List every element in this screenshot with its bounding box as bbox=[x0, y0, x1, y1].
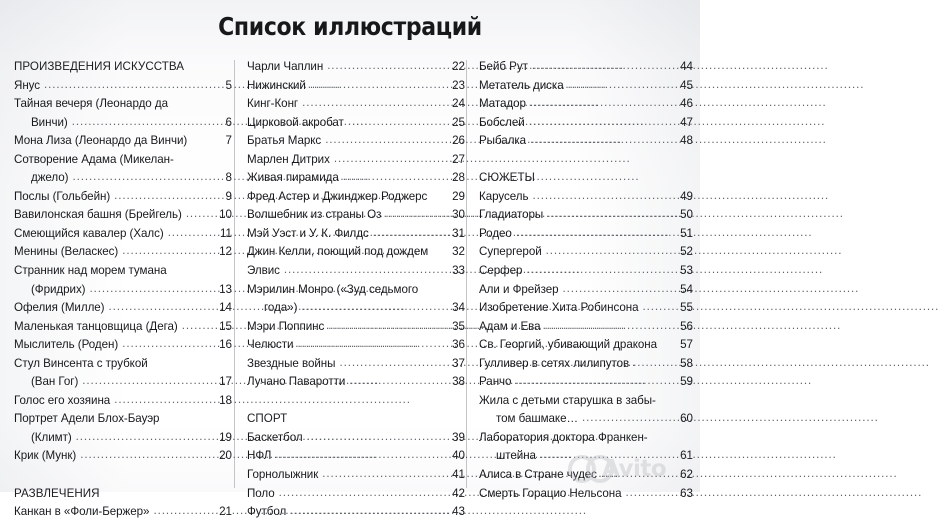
toc-entry-page-number: 21 bbox=[219, 505, 232, 519]
toc-entry-page-number: 22 bbox=[452, 60, 465, 73]
toc-entry-leader-dots bbox=[78, 372, 212, 391]
toc-entry-leader-dots bbox=[629, 354, 673, 373]
toc-entry-label: Мэрилин Монро («Зуд седьмого bbox=[247, 282, 419, 296]
toc-entry-label: Лучано Паваротти bbox=[247, 375, 346, 389]
toc-entry[interactable] bbox=[247, 466, 465, 485]
toc-entry-label: Метатель диска bbox=[479, 78, 564, 92]
toc-entry[interactable] bbox=[479, 262, 693, 281]
toc-entry-leader-dots bbox=[526, 94, 673, 113]
toc-entry-page-number: 31 bbox=[452, 226, 465, 240]
toc-entry-leader-dots bbox=[149, 502, 212, 521]
toc-entry-page-number: 44 bbox=[680, 60, 693, 73]
toc-entry-label: Звездные войны bbox=[247, 356, 336, 370]
toc-entry[interactable] bbox=[14, 392, 232, 411]
toc-entry[interactable] bbox=[479, 114, 693, 133]
toc-entry[interactable] bbox=[14, 429, 232, 448]
toc-entry-label: Супергерой bbox=[479, 245, 542, 259]
toc-entry-page-number: 8 bbox=[225, 171, 232, 185]
toc-entry[interactable] bbox=[247, 503, 465, 522]
toc-entry[interactable] bbox=[247, 132, 465, 151]
toc-entry-page-number: 18 bbox=[219, 393, 232, 407]
toc-entry-label: Мэри Поппинс bbox=[247, 319, 325, 333]
toc-entry-label: Матадор bbox=[479, 97, 526, 111]
toc-entry-leader-dots bbox=[528, 57, 673, 76]
toc-entry-leader-dots bbox=[330, 150, 445, 169]
toc-entry[interactable] bbox=[479, 225, 693, 244]
toc-entry[interactable] bbox=[479, 485, 693, 504]
toc-entry[interactable] bbox=[479, 466, 693, 485]
toc-entry-label: Живая пирамида bbox=[247, 171, 339, 185]
toc-entry-label: Элвис bbox=[247, 264, 280, 278]
toc-entry-label: Сотворение Адама (Микелан- bbox=[14, 152, 174, 166]
toc-entry-leader-dots bbox=[522, 261, 673, 280]
toc-entry-leader-dots bbox=[339, 168, 445, 187]
toc-entry-page-number: 53 bbox=[680, 264, 693, 278]
toc-entry-page-number: 11 bbox=[219, 226, 232, 240]
toc-entry-label: Св. Георгий, убивающий дракона bbox=[479, 338, 658, 352]
toc-entry-leader-dots bbox=[381, 205, 445, 224]
toc-entry[interactable] bbox=[247, 188, 465, 207]
toc-entry-leader-dots bbox=[118, 335, 212, 354]
toc-entry[interactable] bbox=[479, 318, 693, 337]
toc-entry-label: Ранчо bbox=[479, 375, 512, 389]
toc-entry[interactable] bbox=[14, 132, 232, 151]
toc-entry[interactable] bbox=[247, 151, 465, 170]
toc-entry[interactable] bbox=[247, 58, 465, 77]
toc-entry-leader-dots bbox=[564, 76, 673, 95]
toc-entry-label: Лаборатория доктора Франкен- bbox=[479, 430, 648, 444]
toc-entry-page-number: 48 bbox=[680, 134, 693, 148]
toc-entry-label: Серфер bbox=[479, 264, 523, 278]
title-bar bbox=[0, 0, 700, 58]
toc-entry-leader-dots bbox=[68, 113, 212, 132]
toc-entry-page-number: 12 bbox=[219, 245, 232, 259]
toc-entry-label: Бобслей bbox=[479, 115, 525, 129]
toc-entry[interactable] bbox=[479, 188, 693, 207]
toc-entry-label: Горнолыжник bbox=[247, 468, 319, 482]
toc-entry[interactable] bbox=[14, 355, 232, 374]
toc-entry[interactable] bbox=[247, 485, 465, 504]
toc-entry[interactable] bbox=[479, 243, 693, 262]
toc-entry-page-number: 6 bbox=[225, 115, 232, 129]
toc-entry-page-number: 38 bbox=[452, 375, 465, 389]
toc-entry-label: Футбол bbox=[247, 505, 287, 519]
toc-entry-label: Али и Фрейзер bbox=[479, 282, 559, 296]
toc-entry-leader-dots bbox=[528, 187, 673, 206]
toc-entry-leader-dots bbox=[105, 298, 213, 317]
toc-entry-leader-dots bbox=[110, 391, 212, 410]
toc-entry-page-number: 41 bbox=[452, 468, 465, 482]
toc-entry-page-number: 47 bbox=[680, 115, 693, 129]
section-heading: ПРОИЗВЕДЕНИЯ ИСКУССТВА bbox=[14, 60, 185, 73]
toc-entry-leader-dots bbox=[335, 354, 445, 373]
toc-entry-page-number: 7 bbox=[225, 134, 232, 148]
toc-entry-leader-dots bbox=[286, 502, 445, 521]
toc-entry[interactable] bbox=[14, 169, 232, 188]
toc-entry-page-number: 37 bbox=[452, 356, 465, 370]
toc-entry-leader-dots bbox=[525, 113, 673, 132]
toc-entry-label: Чарли Чаплин bbox=[247, 60, 324, 73]
toc-entry-page-number: 17 bbox=[219, 375, 232, 389]
toc-entry[interactable] bbox=[14, 151, 232, 170]
toc-entry-page-number: 51 bbox=[680, 226, 693, 240]
toc-entry-page-number: 61 bbox=[680, 449, 693, 463]
toc-entry-page-number: 24 bbox=[452, 97, 465, 111]
toc-entry-label: Мэй Уэст и У. К. Филдс bbox=[247, 226, 369, 240]
toc-entry-page-number: 29 bbox=[452, 189, 465, 203]
toc-entry-page-number: 27 bbox=[452, 152, 465, 166]
toc-entry-page-number: 57 bbox=[680, 338, 693, 352]
toc-entry-leader-dots bbox=[76, 446, 212, 465]
column-3 bbox=[479, 58, 693, 500]
toc-entry-label: том башмаке… bbox=[496, 412, 579, 426]
toc-entry-page-number: 23 bbox=[452, 78, 465, 92]
toc-entry-page-number: 55 bbox=[680, 301, 693, 315]
toc-entry-leader-dots bbox=[306, 76, 445, 95]
toc-entry-label: Смерть Горацио Нельсона bbox=[479, 486, 622, 500]
toc-entry-page-number: 16 bbox=[219, 338, 232, 352]
toc-entry[interactable] bbox=[14, 188, 232, 207]
toc-entry-page-number: 13 bbox=[219, 282, 232, 296]
toc-entry-label: Братья Маркс bbox=[247, 134, 322, 148]
toc-entry-page-number: 32 bbox=[452, 245, 465, 259]
toc-entry-page-number: 14 bbox=[219, 301, 232, 315]
toc-entry-label: Винчи) bbox=[31, 115, 68, 129]
toc-entry-leader-dots bbox=[578, 409, 673, 428]
toc-entry[interactable] bbox=[14, 77, 232, 96]
toc-entry-leader-dots bbox=[559, 280, 673, 299]
toc-entry-label: штейна bbox=[496, 449, 536, 463]
toc-entry-label: Цирковой акробат bbox=[247, 115, 344, 129]
toc-entry[interactable] bbox=[14, 373, 232, 392]
toc-entry-leader-dots bbox=[344, 113, 445, 132]
toc-entry[interactable] bbox=[247, 447, 465, 466]
toc-entry[interactable] bbox=[479, 447, 693, 466]
toc-entry-label: Родео bbox=[479, 226, 512, 240]
toc-entry[interactable] bbox=[247, 318, 465, 337]
toc-entry-leader-dots bbox=[275, 484, 445, 503]
toc-entry[interactable] bbox=[479, 58, 693, 77]
toc-entry-page-number: 62 bbox=[680, 468, 693, 482]
toc-entry-page-number: 9 bbox=[225, 189, 232, 203]
toc-entry-leader-dots bbox=[318, 465, 445, 484]
toc-entry-leader-dots bbox=[536, 446, 673, 465]
toc-entry-label: Менины (Веласкес) bbox=[14, 245, 119, 259]
toc-entry[interactable] bbox=[247, 373, 465, 392]
toc-entry[interactable] bbox=[247, 243, 465, 262]
toc-entry-leader-dots bbox=[324, 317, 445, 336]
toc-entry-label: (Ван Гог) bbox=[31, 375, 79, 389]
toc-entry-page-number: 33 bbox=[452, 264, 465, 278]
toc-entry-label: Челюсти bbox=[247, 338, 294, 352]
toc-entry-leader-dots bbox=[323, 57, 445, 76]
toc-entry[interactable] bbox=[247, 429, 465, 448]
toc-entry-label: Портрет Адели Блох-Бауэр bbox=[14, 412, 160, 426]
toc-entry-label: Мыслитель (Роден) bbox=[14, 338, 119, 352]
toc-entry-label: Гладиаторы bbox=[479, 208, 544, 222]
toc-entry[interactable] bbox=[14, 299, 232, 318]
toc-entry[interactable] bbox=[14, 206, 232, 225]
toc-entry-label: Изобретение Хита Робинсона bbox=[479, 301, 639, 315]
toc-entry-label: Фред Астер и Джинджер Роджерс bbox=[247, 189, 428, 203]
toc-entry-leader-dots bbox=[110, 187, 212, 206]
section-heading: СПОРТ bbox=[247, 412, 288, 426]
section-spacer bbox=[247, 392, 465, 411]
toc-entry-leader-dots bbox=[118, 242, 212, 261]
toc-entry-page-number: 43 bbox=[452, 505, 465, 519]
toc-entry-label: Карусель bbox=[479, 189, 529, 203]
toc-entry-leader-dots bbox=[638, 298, 673, 317]
toc-entry[interactable] bbox=[247, 355, 465, 374]
toc-entry[interactable] bbox=[479, 373, 693, 392]
toc-entry-label: Кинг-Конг bbox=[247, 97, 299, 111]
toc-entry-label: Адам и Ева bbox=[479, 319, 541, 333]
toc-entry[interactable] bbox=[14, 262, 232, 281]
toc-entry-label: Мона Лиза (Леонардо да Винчи) bbox=[14, 134, 188, 148]
watermark-label: Avito bbox=[602, 456, 667, 482]
toc-entry-label: Вавилонская башня (Брейгель) bbox=[14, 208, 182, 222]
toc-entry[interactable] bbox=[14, 243, 232, 262]
toc-entry-leader-dots bbox=[303, 428, 445, 447]
toc-entry[interactable] bbox=[14, 503, 232, 522]
toc-entry-label: Волшебник из страны Оз bbox=[247, 208, 382, 222]
toc-entry-page-number: 58 bbox=[680, 356, 693, 370]
toc-entry-label: Нижинский bbox=[247, 78, 306, 92]
toc-entry-leader-dots bbox=[69, 168, 213, 187]
toc-entry[interactable] bbox=[14, 225, 232, 244]
toc-entry-label: Гулливер в сетях лилипутов bbox=[479, 356, 630, 370]
page-title: Список иллюстраций bbox=[218, 12, 482, 41]
section-spacer bbox=[479, 151, 693, 170]
toc-entry-leader-dots bbox=[321, 131, 445, 150]
toc-entry-label: НФЛ bbox=[247, 449, 272, 463]
toc-entry[interactable] bbox=[247, 206, 465, 225]
toc-entry-leader-dots bbox=[345, 372, 445, 391]
toc-entry-label: (Климт) bbox=[31, 430, 72, 444]
section-heading: РАЗВЛЕЧЕНИЯ bbox=[14, 486, 100, 500]
toc-entry[interactable] bbox=[479, 206, 693, 225]
toc-entry-label: Джин Келли, поющий под дождем bbox=[247, 245, 429, 259]
toc-entry-label: Голос его хозяина bbox=[14, 393, 111, 407]
toc-entry-label: Смеющийся кавалер (Халс) bbox=[14, 226, 164, 240]
toc-entry-page-number: 56 bbox=[680, 319, 693, 333]
toc-entry-leader-dots bbox=[511, 372, 673, 391]
toc-entry-page-number: 49 bbox=[680, 189, 693, 203]
toc-entry-label: Жила с детьми старушка в забы- bbox=[479, 393, 656, 407]
toc-entry[interactable] bbox=[479, 77, 693, 96]
toc-entry-label: Рыбалка bbox=[479, 134, 527, 148]
toc-entry-label: Офелия (Милле) bbox=[14, 301, 105, 315]
toc-entry-label: Странник над морем тумана bbox=[14, 264, 167, 278]
toc-entry[interactable] bbox=[14, 114, 232, 133]
toc-entry-leader-dots bbox=[40, 76, 212, 95]
toc-entry[interactable] bbox=[14, 95, 232, 114]
toc-entry-page-number: 60 bbox=[680, 412, 693, 426]
toc-entry-leader-dots bbox=[526, 131, 673, 150]
toc-entry-page-number: 10 bbox=[219, 208, 232, 222]
toc-entry-label: Янус bbox=[14, 78, 41, 92]
toc-entry[interactable] bbox=[479, 281, 693, 300]
toc-entry-page-number: 34 bbox=[452, 301, 465, 315]
section-heading: СЮЖЕТЫ bbox=[479, 171, 535, 185]
toc-entry-label: Поло bbox=[247, 486, 275, 500]
toc-entry[interactable] bbox=[247, 169, 465, 188]
toc-entry[interactable] bbox=[247, 114, 465, 133]
toc-entry[interactable] bbox=[14, 410, 232, 429]
toc-entry-leader-dots bbox=[72, 428, 212, 447]
toc-entry[interactable] bbox=[479, 410, 693, 429]
toc-entry[interactable] bbox=[479, 299, 693, 318]
toc-entry-leader-dots bbox=[182, 205, 212, 224]
toc-entry[interactable] bbox=[479, 392, 693, 411]
toc-entry-leader-dots bbox=[298, 94, 445, 113]
toc-entry[interactable] bbox=[14, 318, 232, 337]
toc-entry-label: года») bbox=[264, 301, 298, 315]
toc-entry-page-number: 63 bbox=[680, 486, 693, 500]
toc-entry[interactable] bbox=[479, 336, 693, 355]
toc-entry[interactable] bbox=[14, 336, 232, 355]
toc-entry-page-number: 19 bbox=[219, 430, 232, 444]
section-spacer bbox=[14, 466, 232, 485]
toc-entry-leader-dots bbox=[164, 224, 212, 243]
toc-entry-leader-dots bbox=[543, 205, 673, 224]
toc-entry-page-number: 30 bbox=[452, 208, 465, 222]
toc-entry-leader-dots bbox=[178, 317, 212, 336]
toc-entry-label: Тайная вечеря (Леонардо да bbox=[14, 97, 168, 111]
toc-entry[interactable] bbox=[247, 336, 465, 355]
toc-entry-page-number: 42 bbox=[452, 486, 465, 500]
toc-entry-label: джело) bbox=[31, 171, 69, 185]
toc-entry-page-number: 20 bbox=[219, 449, 232, 463]
toc-entry[interactable] bbox=[247, 281, 465, 300]
toc-entry-page-number: 45 bbox=[680, 78, 693, 92]
toc-entry[interactable] bbox=[247, 225, 465, 244]
toc-entry-leader-dots bbox=[86, 280, 213, 299]
toc-entry-leader-dots bbox=[293, 335, 445, 354]
toc-entry-page-number: 54 bbox=[680, 282, 693, 296]
toc-entry-label: (Фридрих) bbox=[31, 282, 86, 296]
toc-entry-page-number: 39 bbox=[452, 430, 465, 444]
toc-entry-page-number: 5 bbox=[225, 78, 232, 92]
toc-entry[interactable] bbox=[14, 447, 232, 466]
toc-entry-label: Послы (Гольбейн) bbox=[14, 189, 111, 203]
toc-entry-label: Марлен Дитрих bbox=[247, 152, 330, 166]
toc-entry[interactable] bbox=[247, 77, 465, 96]
toc-entry-page-number: 52 bbox=[680, 245, 693, 259]
toc-entry[interactable] bbox=[479, 429, 693, 448]
toc-entry-page-number: 35 bbox=[452, 319, 465, 333]
toc-entry-label: Баскетбол bbox=[247, 430, 303, 444]
toc-entry-label: Стул Винсента с трубкой bbox=[14, 356, 148, 370]
toc-entry[interactable] bbox=[479, 95, 693, 114]
toc-entry-leader-dots bbox=[271, 446, 445, 465]
toc-entry-label: Бейб Рут bbox=[479, 60, 528, 73]
toc-entry-label: Алиса в Стране чудес bbox=[479, 468, 597, 482]
toc-entry-leader-dots bbox=[297, 298, 445, 317]
toc-entry-label: Маленькая танцовщица (Дега) bbox=[14, 319, 178, 333]
toc-entry-leader-dots bbox=[512, 224, 673, 243]
toc-entry-page-number: 50 bbox=[680, 208, 693, 222]
column-2 bbox=[247, 58, 465, 519]
toc-entry-leader-dots bbox=[541, 317, 673, 336]
toc-entry-page-number: 46 bbox=[680, 97, 693, 111]
toc-entry[interactable] bbox=[247, 299, 465, 318]
toc-entry-label: Крик (Мунк) bbox=[14, 449, 77, 463]
toc-entry-page-number: 28 bbox=[452, 171, 465, 185]
toc-entry-leader-dots bbox=[542, 242, 673, 261]
toc-entry[interactable] bbox=[479, 132, 693, 151]
toc-entry[interactable] bbox=[14, 281, 232, 300]
toc-entry-page-number: 59 bbox=[680, 375, 693, 389]
toc-entry-page-number: 36 bbox=[452, 338, 465, 352]
toc-entry-page-number: 25 bbox=[452, 115, 465, 129]
toc-entry-page-number: 40 bbox=[452, 449, 465, 463]
toc-entry-leader-dots bbox=[280, 261, 445, 280]
toc-entry[interactable] bbox=[247, 95, 465, 114]
toc-entry-leader-dots bbox=[622, 484, 673, 503]
toc-entry[interactable] bbox=[247, 262, 465, 281]
toc-entry-leader-dots bbox=[597, 465, 673, 484]
toc-entry[interactable] bbox=[479, 355, 693, 374]
columns-container bbox=[0, 58, 700, 519]
toc-entry-page-number: 26 bbox=[452, 134, 465, 148]
toc-entry-leader-dots bbox=[369, 224, 445, 243]
column-1 bbox=[14, 58, 232, 519]
toc-entry-page-number: 15 bbox=[219, 319, 232, 333]
toc-entry-label: Канкан в «Фоли-Бержер» bbox=[14, 505, 150, 519]
